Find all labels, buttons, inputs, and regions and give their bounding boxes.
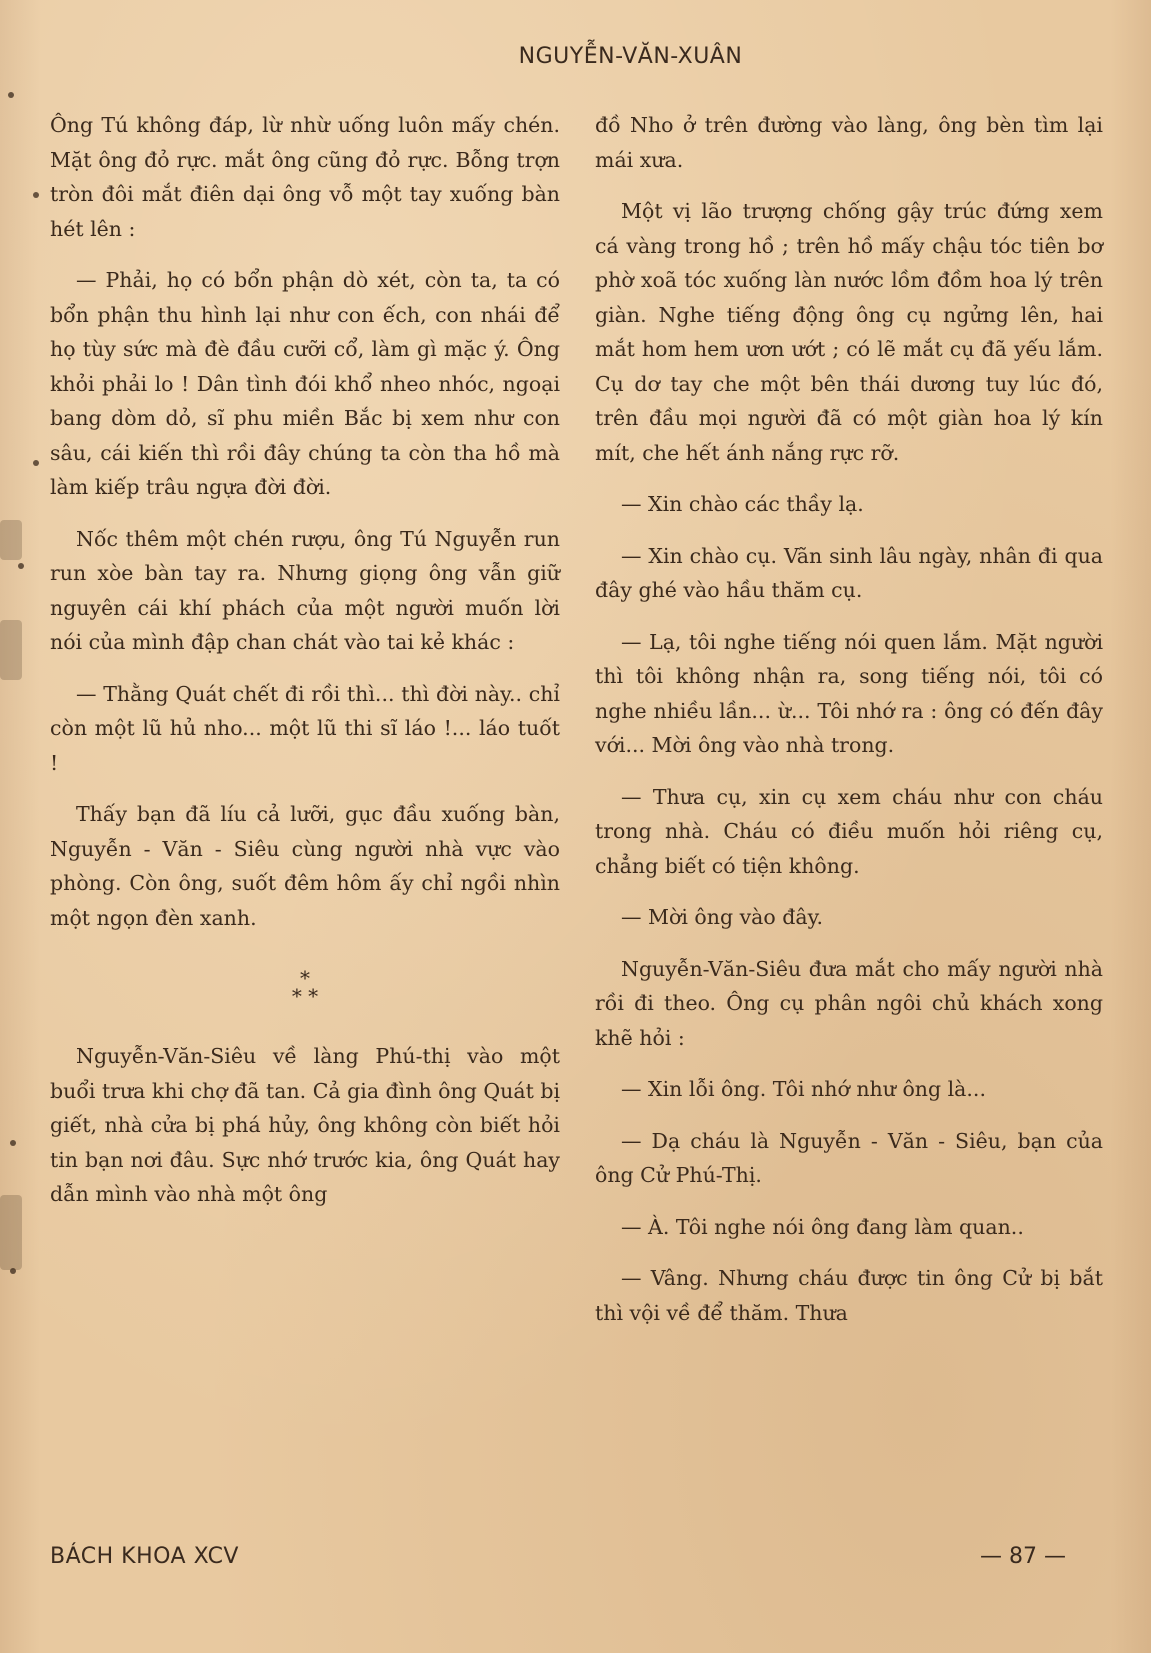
paragraph: — À. Tôi nghe nói ông đang làm quan..	[621, 1214, 1024, 1239]
paragraph: — Thằng Quát chết đi rồi thì... thì đời này.. chỉ còn một lũ hủ nho... một lũ thi sĩ láo !... láo tuốt !	[50, 681, 560, 775]
section-separator	[50, 966, 560, 1008]
paragraph: — Mời ông vào đây.	[621, 905, 823, 929]
margin-dot	[33, 460, 39, 466]
paragraph: — Xin chào các thầy lạ.	[621, 492, 864, 516]
paragraph: — Xin chào cụ. Vãn sinh lâu ngày, nhân đi qua đây ghé vào hầu thăm cụ.	[595, 543, 1103, 602]
paragraph: — Lạ, tôi nghe tiếng nói quen lắm. Mặt người thì tôi không nhận ra, song tiếng nói, tôi có nghe nhiều lần... ừ... Tôi nhớ ra : ông có đến đây với... Mời ông vào nhà trong.	[595, 629, 1103, 757]
publication-name: BÁCH KHOA XCV	[50, 1544, 239, 1569]
page-number: — 87 —	[980, 1544, 1066, 1569]
publication-footer	[50, 1544, 239, 1569]
paragraph: Thấy bạn đã líu cả lưỡi, gục đầu xuống bàn, Nguyễn - Văn - Siêu cùng người nhà vực vào phòng. Còn ông, suốt đêm hôm ấy chỉ ngồi nhìn một ngọn đèn xanh.	[50, 802, 560, 930]
separator-star-bottom: * *	[291, 984, 319, 1008]
paragraph: Ông Tú không đáp, lừ nhừ uống luôn mấy chén. Mặt ông đỏ rực. mắt ông cũng đỏ rực. Bỗng trợn tròn đôi mắt điên dại ông vỗ một tay xuống bàn hét lên :	[50, 113, 560, 241]
left-column	[50, 108, 560, 1229]
margin-dot	[8, 92, 14, 98]
paragraph: Nguyễn-Văn-Siêu đưa mắt cho mấy người nhà rồi đi theo. Ông cụ phân ngôi chủ khách xong khẽ hỏi :	[595, 956, 1103, 1050]
paragraph: — Xin lỗi ông. Tôi nhớ như ông là...	[621, 1077, 986, 1101]
paragraph: — Phải, họ có bổn phận dò xét, còn ta, ta có bổn phận thu hình lại như con ếch, con nhái để họ tùy sức mà đè đầu cưỡi cổ, làm gì mặc ý. Ông khỏi phải lo ! Dân tình đói khổ nheo nhóc, ngoại bang dòm dỏ, sĩ phu miền Bắc bị xem như con sâu, cái kiến thì rồi đây chúng ta còn tha hồ mà làm kiếp trâu ngựa đời đời.	[50, 268, 560, 499]
margin-dot	[10, 1268, 16, 1274]
margin-dot	[10, 1140, 16, 1146]
margin-dot	[33, 192, 39, 198]
paragraph: đồ Nho ở trên đường vào làng, ông bèn tìm lại mái xưa.	[595, 113, 1103, 172]
paragraph: — Thưa cụ, xin cụ xem cháu như con cháu trong nhà. Cháu có điều muốn hỏi riêng cụ, chẳng biết có tiện không.	[595, 784, 1103, 878]
page-number-footer	[980, 1544, 1066, 1569]
paragraph: Nguyễn-Văn-Siêu về làng Phú-thị vào một buổi trưa khi chợ đã tan. Cả gia đình ông Quát bị giết, nhà cửa bị phá hủy, ông không còn biết hỏi tin bạn nơi đâu. Sực nhớ trước kia, ông Quát hay dẫn mình vào nhà một ông	[50, 1044, 561, 1206]
paragraph: Một vị lão trượng chống gậy trúc đứng xem cá vàng trong hồ ; trên hồ mấy chậu tóc tiên bơ phờ xoã tóc xuống làn nước lồm đồm hoa lý trên giàn. Nghe tiếng động ông cụ ngửng lên, hai mắt hom hem ươn ướt ; có lẽ mắt cụ đã yếu lắm. Cụ dơ tay che một bên thái dương tuy lúc đó, trên đầu mọi người đã có một giàn hoa lý kín mít, che hết ánh nắng rực rỡ.	[595, 199, 1103, 465]
margin-smudge	[0, 1195, 22, 1270]
margin-dot	[18, 563, 24, 569]
paragraph: — Dạ cháu là Nguyễn - Văn - Siêu, bạn của ông Cử Phú-Thị.	[595, 1128, 1103, 1187]
separator-star-top: *	[300, 966, 310, 990]
paragraph: Nốc thêm một chén rượu, ông Tú Nguyễn run run xòe bàn tay ra. Nhưng giọng ông vẫn giữ nguyên cái khí phách của một người muốn lời nói của mình đập chan chát vào tai kẻ khác :	[50, 526, 560, 654]
paragraph: — Vâng. Nhưng cháu được tin ông Cử bị bắt thì vội về để thăm. Thưa	[595, 1266, 1103, 1325]
right-column	[595, 108, 1103, 1347]
margin-smudge	[0, 520, 22, 560]
margin-smudge	[0, 620, 22, 680]
running-header	[0, 44, 1151, 69]
running-title: NGUYỄN-VĂN-XUÂN	[518, 44, 743, 69]
